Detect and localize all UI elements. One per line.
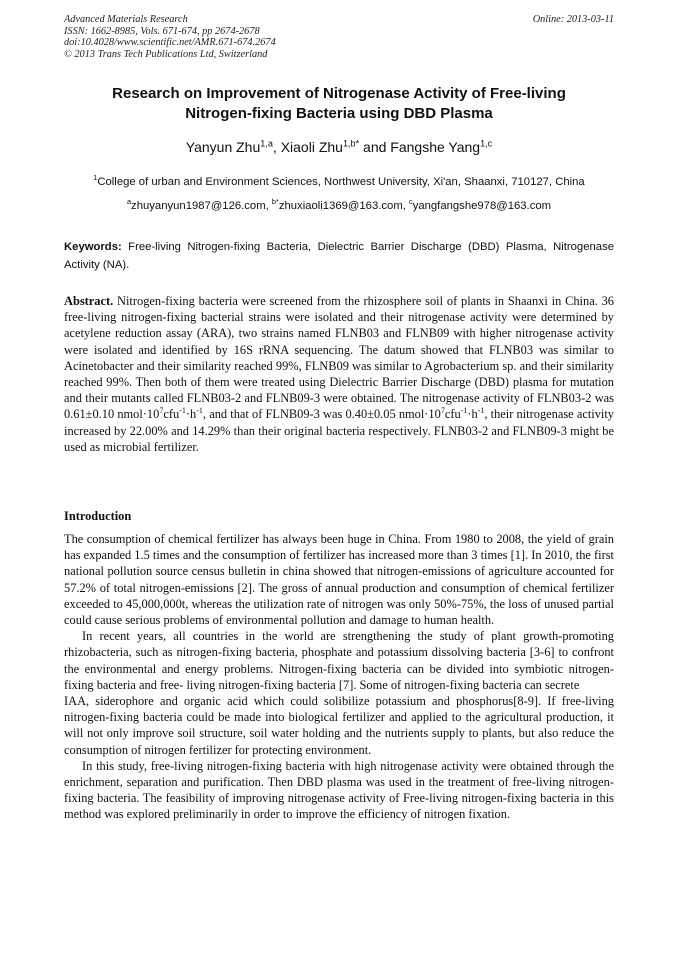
email-superscript: a <box>126 197 132 207</box>
author-name: Xiaoli Zhu <box>280 139 343 155</box>
author-superscript: 1,a <box>260 138 273 149</box>
affiliation-superscript: 1 <box>93 173 98 183</box>
online-date: Online: 2013-03-11 <box>532 14 614 25</box>
paragraph: IAA, siderophore and organic acid which could solibilize potassium and phosphorus[8-9]. If free-living nitrogen-fixing bacteria could be made into biological fertilizer and applied to the agricultural production, it will not only improve soil structure, soil water holding and the nutrients supply to plants, but also reduce the consumption of nitrogen fertilizer for protecting environment. <box>64 694 614 757</box>
title-line-1: Research on Improvement of Nitrogenase Activity of Free-living <box>112 85 566 102</box>
abstract-superscript: -1 <box>460 406 468 416</box>
abstract <box>64 293 614 455</box>
author-superscript: 1,c <box>480 138 493 149</box>
email-superscript: b* <box>271 197 279 207</box>
affiliation-text: College of urban and Environment Sciences, Northwest University, Xi'an, Shaanxi, 710127, China <box>97 176 585 188</box>
affiliation <box>64 173 614 188</box>
abstract-text: , and that of FLNB09-3 was 0.40±0.05 nmol·10 <box>202 407 441 422</box>
email-link[interactable]: zhuxiaoli1369@163.com, <box>278 200 410 212</box>
copyright-line: © 2013 Trans Tech Publications Ltd, Switzerland <box>64 48 268 60</box>
publication-meta <box>64 14 614 60</box>
paper-title <box>64 84 614 124</box>
email-superscript: c <box>409 197 413 207</box>
doi-line: doi:10.4028/www.scientific.net/AMR.671-674.2674 <box>64 37 276 49</box>
author-name: Yanyun Zhu <box>185 139 261 155</box>
abstract-superscript: -1 <box>477 406 485 416</box>
journal-name: Advanced Materials Research <box>64 14 188 25</box>
abstract-text: cfu <box>163 407 180 422</box>
author-separator: and <box>359 139 391 155</box>
keywords-label: Keywords: <box>64 241 122 253</box>
abstract-text: ·h <box>467 407 478 422</box>
paragraph: The consumption of chemical fertilizer has always been huge in China. From 1980 to 2008, the yield of grain has expanded 1.5 times and the consumption of fertilizer has increased more than 3 times [1]. In 2010, the first national pollution source census bulletin in china showed that nitrogen-emissions of agriculture accounted for 57.2% of total nitrogen-emissions [2]. The gross of annual production and consumption of chemical fertilizer exceeded to 45,000,000t, whereas the utilization rate of nitrogen was only 50%-75%, the loss of unused partial could cause serious problems of environmental pollution and damage to human health. <box>64 532 614 628</box>
section-heading-introduction: Introduction <box>64 509 132 523</box>
email-list <box>64 197 614 212</box>
paragraph: In this study, free-living nitrogen-fixing bacteria with high nitrogenase activity were obtained through the enrichment, separation and purification. Then DBD plasma was used in the treatment of free-living nitrogen-fixing bacteria. The feasibility of improving nitrogenase activity of Free-living nitrogen-fixing bacteria in this method was explored preliminarily in order to improve the efficiency of nitrogen fixation. <box>64 758 614 822</box>
introduction-body <box>64 531 614 823</box>
abstract-text: cfu <box>444 407 461 422</box>
abstract-superscript: 7 <box>440 406 445 416</box>
keywords <box>64 238 614 274</box>
abstract-text: , their nitrogenase activity increased by 22.00% and 14.29% than their original bacteria respectively. FLNB03-2 and FLNB09-3 might be used as microbial fertilizer. <box>64 407 614 454</box>
keywords-text: Free-living Nitrogen-fixing Bacteria, Dielectric Barrier Discharge (DBD) Plasma, Nitrogenase Activity (NA). <box>64 241 614 271</box>
abstract-text: Nitrogen-fixing bacteria were screened from the rhizosphere soil of plants in Shaanxi in China. 36 free-living nitrogen-fixing bacterial strains were isolated and their nitrogenase activity were determined by acetylene reduction assay (ARA), two strains named FLNB03 and FLNB09 with higher nitrogenase activity were isolated and identified by 16S rRNA sequencing. The datum showed that FLNB03 was similar to Acinetobacter and their similarity reached 99%, FLNB09 was similar to Agrobacterium sp. and their similarity reached 99%. Then both of them were treated using Dielectric Barrier Discharge (DBD) plasma for mutation and their mutants called FLNB03-2 and FLNB09-3 were obtained. The nitrogenase activity of FLNB03-2 was 0.61±0.10 nmol·10 <box>64 294 614 422</box>
author-name: Fangshe Yang <box>390 139 481 155</box>
abstract-superscript: 7 <box>159 406 164 416</box>
author-separator: , <box>272 139 281 155</box>
author-list <box>64 139 614 155</box>
abstract-superscript: -1 <box>179 406 186 416</box>
issn-line: ISSN: 1662-8985, Vols. 671-674, pp 2674-2678 <box>64 25 260 37</box>
email-link[interactable]: zhuyanyun1987@126.com, <box>131 200 272 212</box>
email-link[interactable]: yangfangshe978@163.com <box>412 200 552 212</box>
author-superscript: 1,b* <box>342 138 360 149</box>
abstract-superscript: -1 <box>196 406 203 416</box>
paragraph: In recent years, all countries in the world are strengthening the study of plant growth-promoting rhizobacteria, such as nitrogen-fixing bacteria, phosphate and potassium dissolving bacteria [3-6] to confront the environmental and energy problems. Nitrogen-fixing bacteria can be divided into symbiotic nitrogen-fixing bacteria and free- living nitrogen-fixing bacteria [7]. Some of nitrogen-fixing bacteria can secrete <box>64 629 614 692</box>
abstract-label: Abstract. <box>64 294 114 308</box>
title-line-2: Nitrogen-fixing Bacteria using DBD Plasma <box>185 105 493 122</box>
abstract-text: ·h <box>185 407 197 422</box>
